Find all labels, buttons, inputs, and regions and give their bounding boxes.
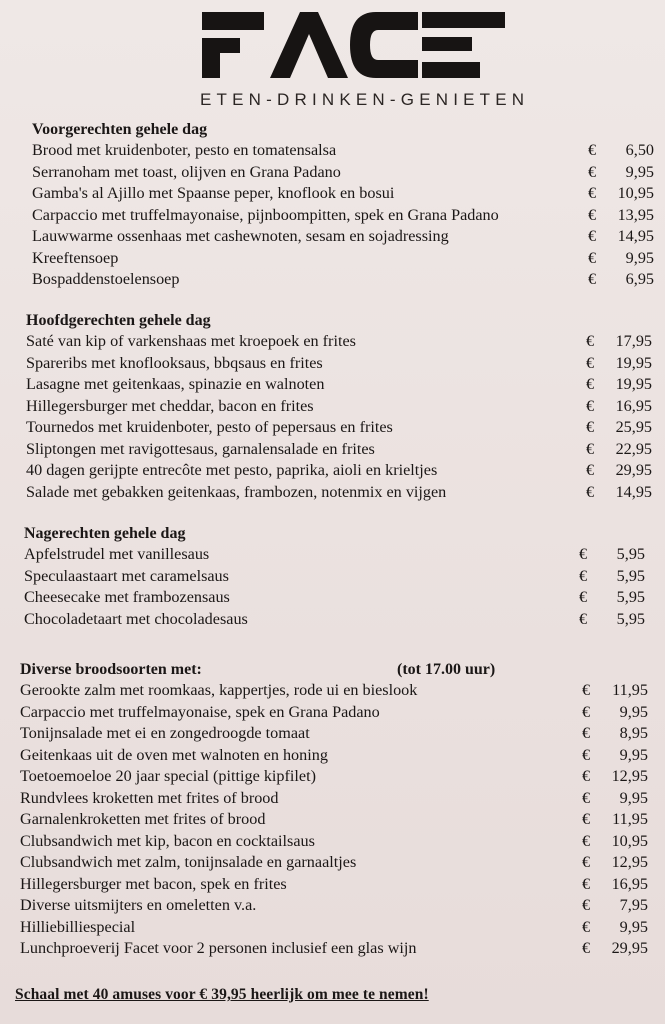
section-title: Hoofdgerechten gehele dag — [26, 312, 211, 329]
menu-item: Sliptongen met ravigottesaus, garnalensalade en frites € 22,95 — [26, 439, 652, 458]
menu-item: Apfelstrudel met vanillesaus € 5,95 — [24, 545, 645, 563]
menu-item: Geitenkaas uit de oven met walnoten en honing € 9,95 — [20, 745, 648, 764]
menu-item: Kreeftensoep € 9,95 — [32, 248, 654, 267]
menu-item: Rundvlees kroketten met frites of brood € 9,95 — [20, 788, 648, 807]
menu-item: Serranoham met toast, olijven en Grana Padano € 9,95 — [32, 162, 654, 181]
section-voorgerechten — [0, 119, 665, 291]
menu-item: Clubsandwich met kip, bacon en cocktailsaus € 10,95 — [20, 831, 648, 850]
menu-item: 40 dagen gerijpte entrecôte met pesto, paprika, aioli en krieltjes € 29,95 — [26, 461, 652, 479]
section-nagerechten — [0, 523, 665, 630]
menu-item: Speculaastaart met caramelsaus € 5,95 — [24, 566, 645, 585]
menu-item: Bospaddenstoelensoep € 6,95 — [32, 270, 654, 288]
menu-item: Diverse uitsmijters en omeletten v.a. € 7,95 — [20, 896, 648, 914]
facet-logo — [200, 8, 505, 80]
section-title: Nagerechten gehele dag — [24, 525, 186, 542]
menu-item: Brood met kruidenboter, pesto en tomatensalsa € 6,50 — [32, 141, 654, 159]
section-title: Diverse broodsoorten met: (tot 17.00 uur) — [20, 661, 496, 678]
section-title: Voorgerechten gehele dag — [32, 121, 208, 138]
menu-item: Lasagne met geitenkaas, spinazie en walnoten € 19,95 — [26, 375, 652, 393]
menu-item: Gamba's al Ajillo met Spaanse peper, knoflook en bosui € 10,95 — [32, 184, 654, 202]
time-note: (tot 17.00 uur) — [397, 661, 496, 678]
menu-item: Carpaccio met truffelmayonaise, spek en Grana Padano € 9,95 — [20, 702, 648, 721]
menu-item: Gerookte zalm met roomkaas, kappertjes, rode ui en bieslook € 11,95 — [20, 681, 648, 699]
menu-item: Lauwwarme ossenhaas met cashewnoten, sesam en sojadressing € 14,95 — [32, 227, 654, 245]
menu-item: Lunchproeverij Facet voor 2 personen inclusief een glas wijn € 29,95 — [20, 939, 648, 957]
menu-item: Hillegersburger met cheddar, bacon en frites € 16,95 — [26, 396, 652, 415]
menu-item: Tournedos met kruidenboter, pesto of pepersaus en frites € 25,95 — [26, 418, 652, 436]
menu-item: Garnalenkroketten met frites of brood € 11,95 — [20, 810, 648, 828]
section-broodsoorten — [0, 659, 665, 960]
section-hoofdgerechten — [0, 310, 665, 503]
menu-item: Saté van kip of varkenshaas met kroepoek en frites € 17,95 — [26, 332, 652, 350]
menu-item: Tonijnsalade met ei en zongedroogde tomaat € 8,95 — [20, 724, 648, 742]
menu-item: Salade met gebakken geitenkaas, frambozen, notenmix en vijgen € 14,95 — [26, 482, 652, 501]
menu-item: Clubsandwich met zalm, tonijnsalade en garnaaltjes € 12,95 — [20, 853, 648, 871]
menu-item: Toetoemoeloe 20 jaar special (pittige kipfilet) € 12,95 — [20, 767, 648, 785]
footer-note: Schaal met 40 amuses voor € 39,95 heerlijk om mee te nemen! — [15, 986, 429, 1003]
menu-item: Carpaccio met truffelmayonaise, pijnboompitten, spek en Grana Padano € 13,95 — [32, 205, 654, 224]
menu-item: Spareribs met knoflooksaus, bbqsaus en frites € 19,95 — [26, 353, 652, 372]
menu-item: Cheesecake met frambozensaus € 5,95 — [24, 588, 645, 606]
tagline: ETEN-DRINKEN-GENIETEN — [200, 90, 530, 109]
menu-item: Hillegersburger met bacon, spek en frites € 16,95 — [20, 874, 648, 893]
menu-item: Hilliebilliespecial € 9,95 — [20, 917, 648, 936]
menu-item: Chocoladetaart met chocoladesaus € 5,95 — [24, 609, 645, 628]
